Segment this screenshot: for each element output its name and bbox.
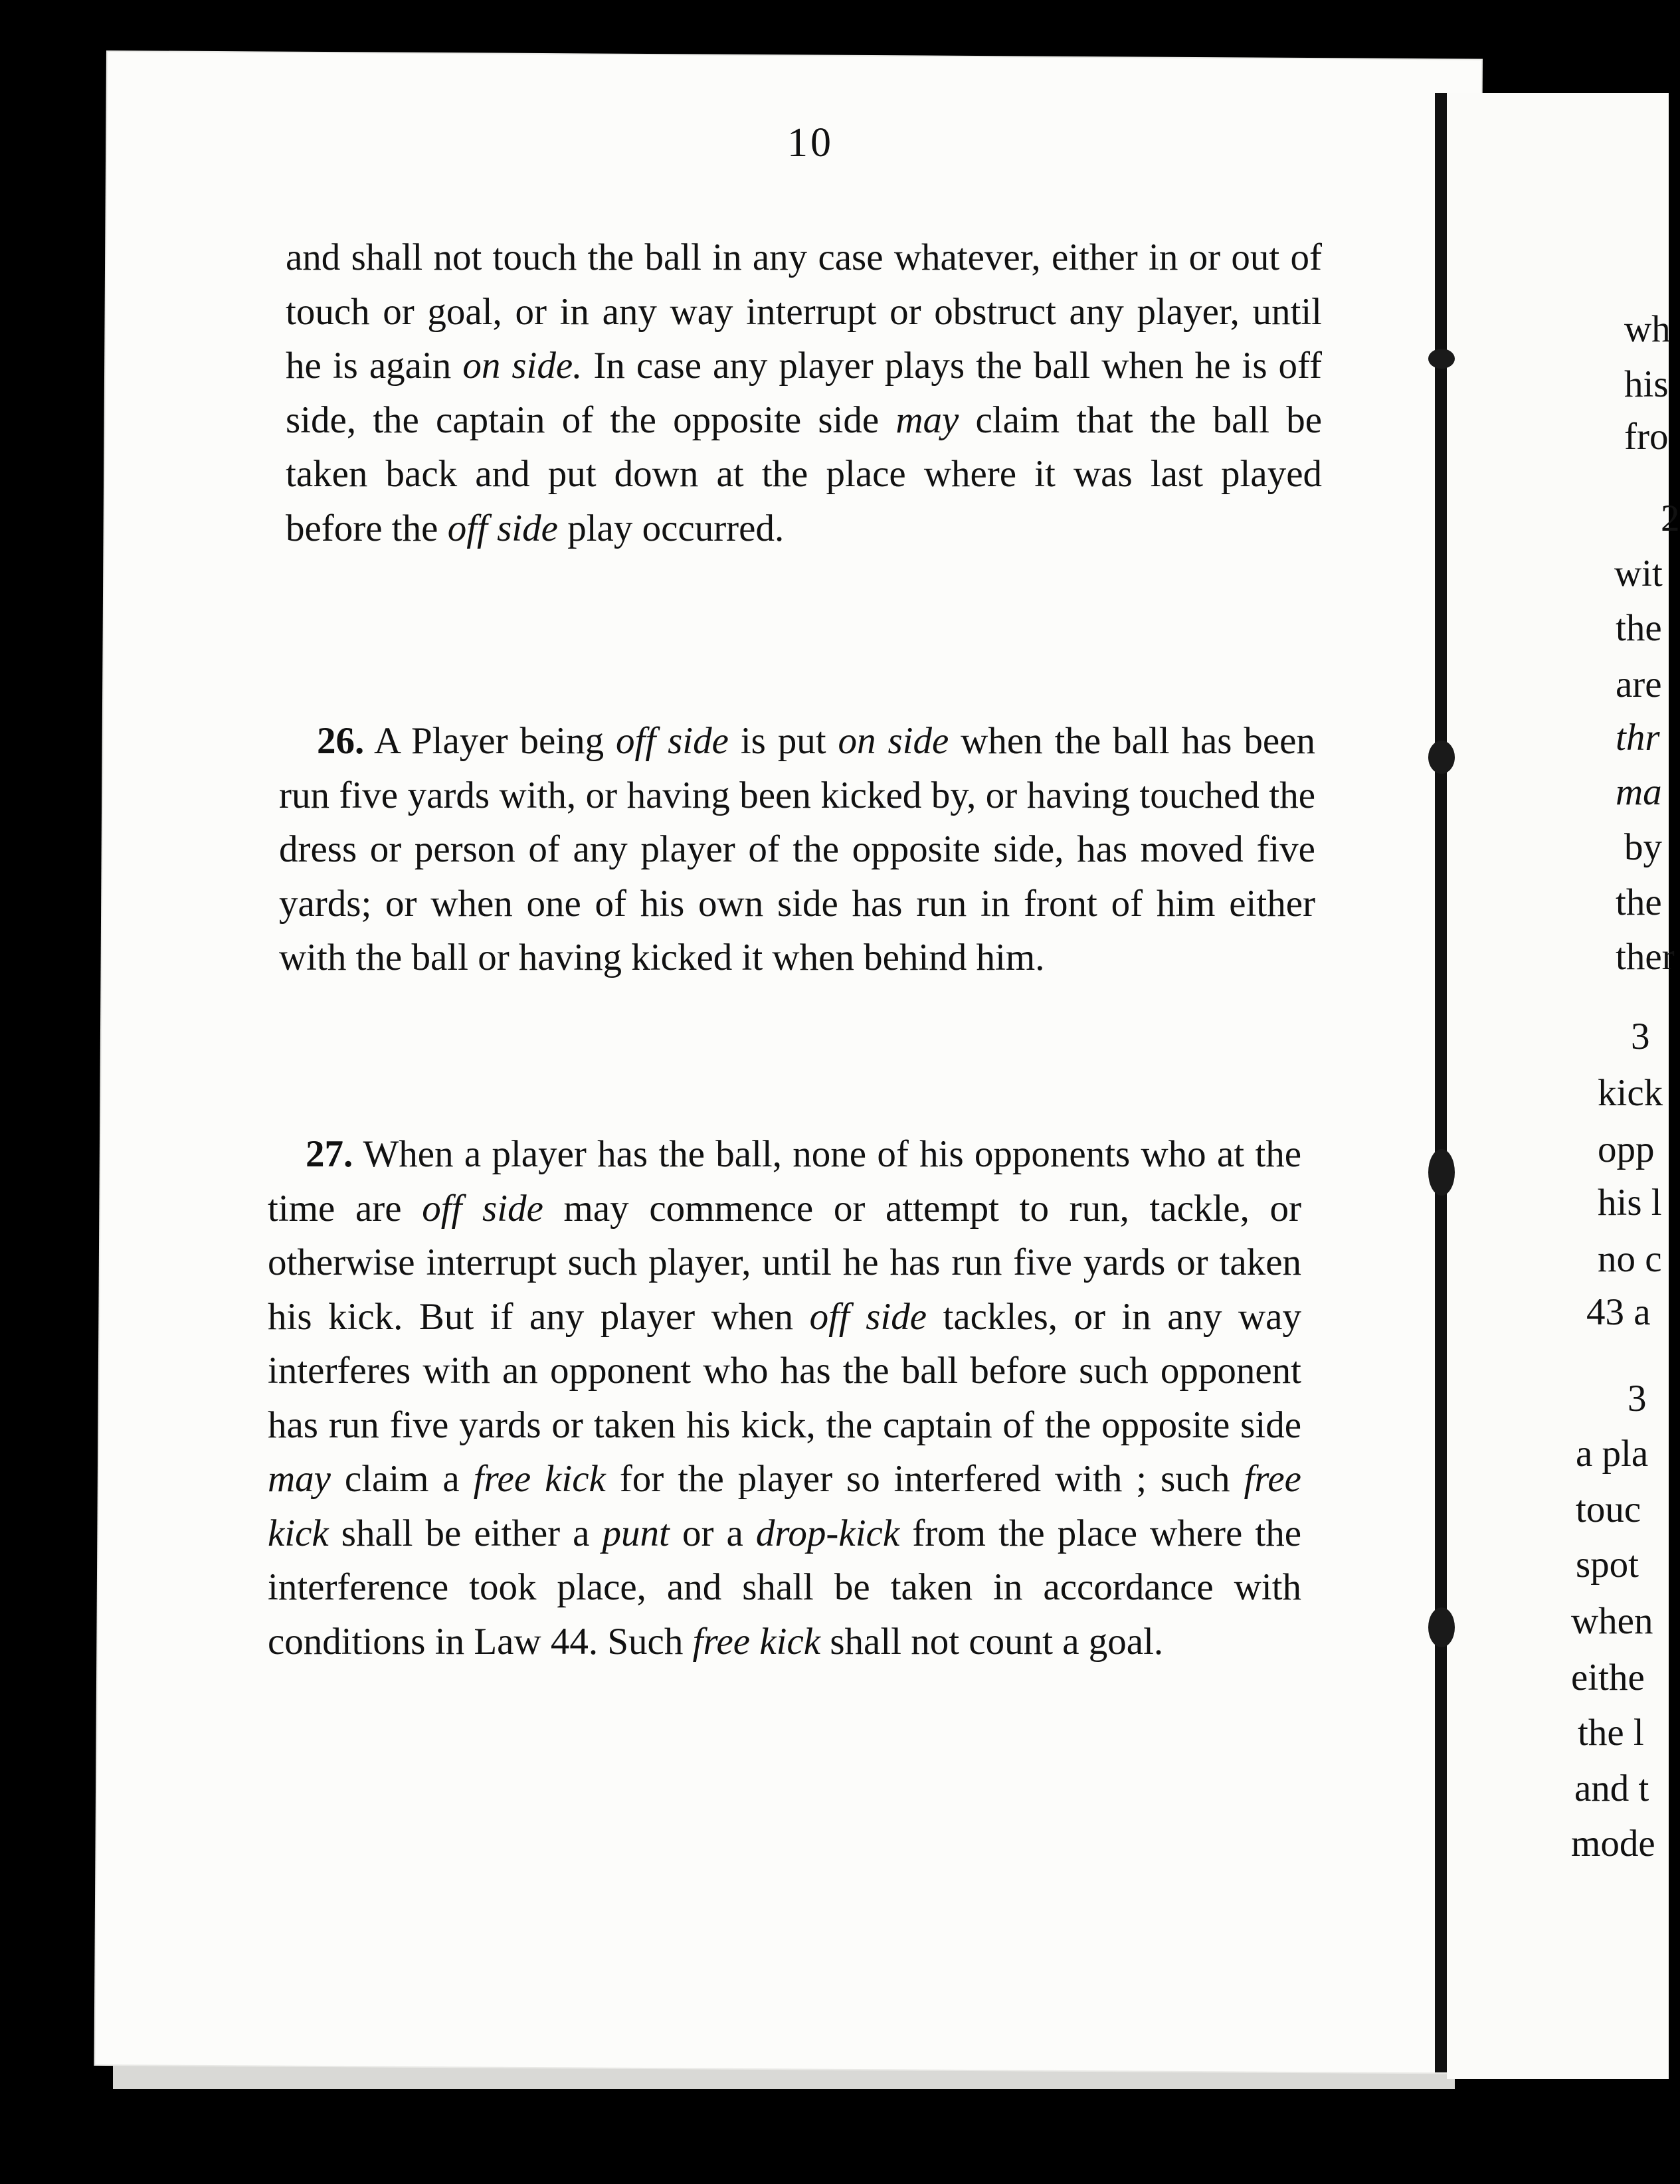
text-run: or a xyxy=(669,1512,756,1554)
italic-run: free kick xyxy=(692,1620,821,1663)
text-run: claim that the ball be taken back and put down at the place where it was last played before the xyxy=(286,399,1322,549)
facing-page-line-fragment: 3 xyxy=(1631,1016,1650,1057)
italic-run: free kick xyxy=(268,1458,1301,1554)
page-number: 10 xyxy=(787,120,834,165)
rule-26-paragraph xyxy=(279,714,1315,985)
italic-run: off side xyxy=(447,507,558,549)
binding-stitch xyxy=(1428,349,1455,369)
rule-number: 27. xyxy=(306,1133,353,1175)
facing-page-line-fragment: by xyxy=(1624,826,1662,868)
italic-run: on side. xyxy=(462,345,583,387)
facing-page-line-fragment: a pla xyxy=(1576,1433,1649,1475)
italic-run: drop-kick xyxy=(755,1512,900,1554)
italic-run: off side xyxy=(422,1187,543,1229)
rule-number: 26. xyxy=(317,720,365,762)
binding-stitch xyxy=(1428,741,1455,774)
text-run: is put xyxy=(728,720,838,762)
facing-page-line-fragment: thr xyxy=(1616,717,1660,759)
text-run: and shall not touch the ball in any case whatever, either in or out of touch or goal, or in any way interrupt or obstruct any player, until he is again xyxy=(286,236,1322,387)
facing-page-line-fragment: 2 xyxy=(1661,498,1680,539)
facing-page-line-fragment: mode xyxy=(1571,1823,1655,1865)
page-gutter xyxy=(1435,93,1447,2072)
text-run: from the place where the interference took place, and shall be taken in accordance with conditions in Law 44. Such xyxy=(268,1512,1301,1663)
facing-page-line-fragment: when xyxy=(1571,1600,1653,1642)
facing-page-line-fragment: touc xyxy=(1576,1489,1641,1530)
facing-page-line-fragment: the xyxy=(1616,881,1662,923)
text-run: for the player so interfered with ; such xyxy=(605,1458,1244,1500)
text-run: claim a xyxy=(330,1458,474,1500)
facing-page-line-fragment: spot xyxy=(1576,1544,1639,1586)
facing-page-line-fragment: no c xyxy=(1598,1238,1662,1280)
facing-page-line-fragment: opp xyxy=(1598,1129,1655,1170)
facing-page-line-fragment: eithe xyxy=(1571,1657,1645,1698)
facing-page-line-fragment: kick xyxy=(1598,1072,1663,1114)
text-run: may commence or attempt to run, tackle, or otherwise interrupt such player, until he has run five yards or taken his kick. But if any player when xyxy=(268,1187,1301,1338)
facing-page-line-fragment: and t xyxy=(1574,1768,1649,1809)
paragraph-continuation xyxy=(286,230,1322,555)
italic-run: may xyxy=(268,1458,331,1500)
facing-page-line-fragment: wit xyxy=(1614,553,1663,594)
facing-page-line-fragment: the xyxy=(1616,607,1662,649)
text-run: play occurred. xyxy=(557,507,785,549)
text-run: In case any player plays the ball when he is off side, the captain of the opposite side xyxy=(286,345,1322,441)
text-run: When a player has the ball, none of his opponents who at the time are xyxy=(268,1133,1301,1229)
italic-run: off side xyxy=(616,720,729,762)
text-run: when the ball has been run five yards with, or having been kicked by, or having touched the dress or person of any player of the opposite side, has moved five yards; or when one of his own side has run in front of him either with the ball or having kicked it when behind him. xyxy=(279,720,1315,978)
facing-page-line-fragment: ther xyxy=(1616,936,1675,978)
facing-page-line-fragment: his xyxy=(1624,363,1669,405)
italic-run: may xyxy=(895,399,959,441)
text-run: A Player being xyxy=(364,720,616,762)
facing-page-line-fragment: his l xyxy=(1598,1182,1662,1224)
rule-27-paragraph xyxy=(268,1127,1301,1669)
facing-page-line-fragment: fro xyxy=(1624,416,1669,458)
facing-page-line-fragment: ma xyxy=(1616,771,1662,813)
italic-run: punt xyxy=(602,1512,670,1554)
italic-run: off side xyxy=(809,1295,927,1338)
binding-stitch xyxy=(1428,1149,1455,1196)
facing-page-line-fragment: wh xyxy=(1624,308,1671,350)
italic-run: on side xyxy=(838,720,949,762)
facing-page-line-fragment: 3 xyxy=(1628,1378,1647,1419)
binding-stitch xyxy=(1428,1607,1455,1647)
text-run: tackles, or in any way interferes with an opponent who has the ball before such opponent has run five yards or taken his kick, the captain of the opposite side xyxy=(268,1295,1301,1446)
italic-run: free kick xyxy=(473,1458,606,1500)
text-run: shall be either a xyxy=(328,1512,603,1554)
facing-page-line-fragment: the l xyxy=(1578,1712,1644,1754)
facing-page-line-fragment: 43 a xyxy=(1586,1291,1651,1333)
text-run: shall not count a goal. xyxy=(820,1620,1164,1663)
facing-page-line-fragment: are xyxy=(1616,664,1662,705)
